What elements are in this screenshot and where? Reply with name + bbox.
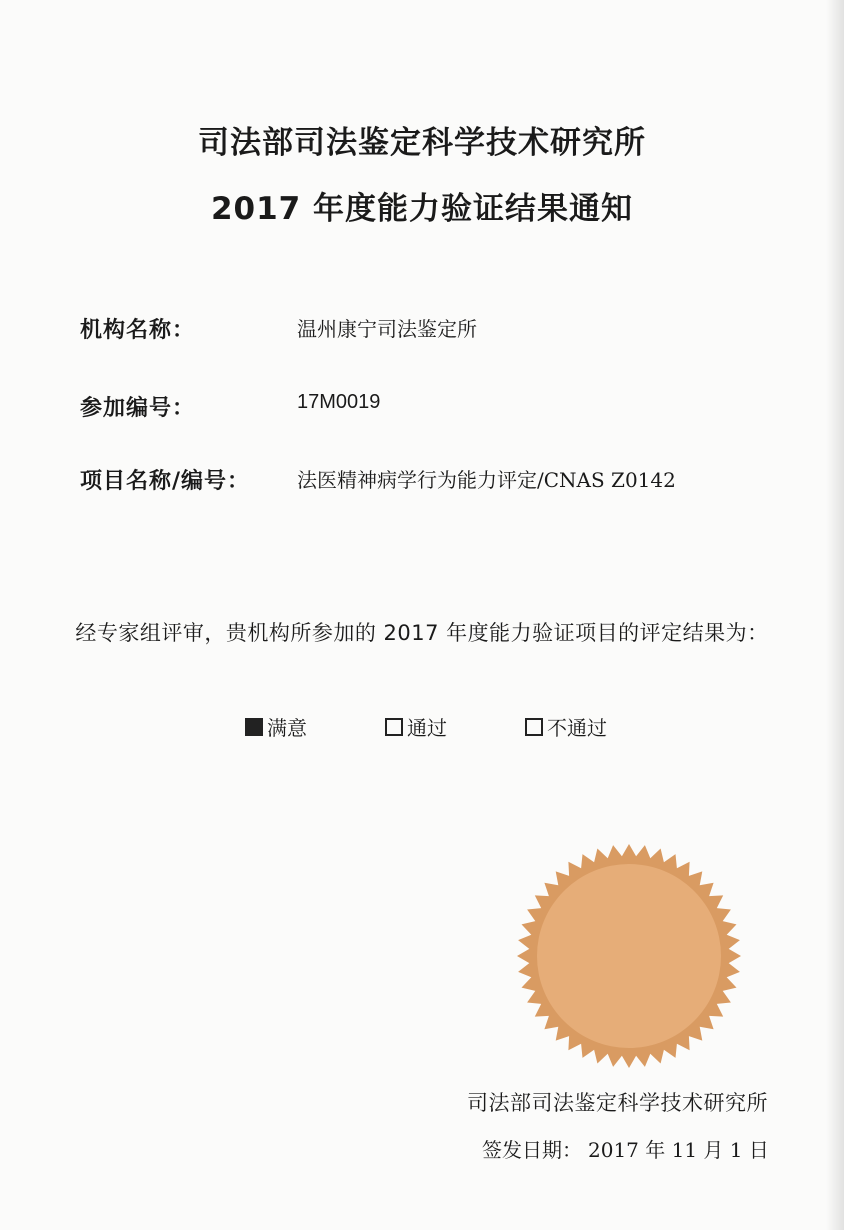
issuer-name: 司法部司法鉴定科学技术研究所 (467, 1091, 768, 1115)
title-institute: 司法部司法鉴定科学技术研究所 (198, 125, 646, 161)
option-fail (525, 712, 607, 741)
title-notice: 2017 年度能力验证结果通知 (210, 191, 634, 227)
field-label-project: 项目名称/编号： (80, 469, 251, 494)
seal-inner-disc (537, 864, 721, 1048)
field-value-project: 法医精神病学行为能力评定/CNAS Z0142 (297, 468, 676, 492)
issue-date-label: 签发日期： (482, 1138, 582, 1162)
issue-date-value: 2017 年 11 月 1 日 (588, 1138, 769, 1162)
option-satisfactory (245, 712, 307, 741)
field-value-org-name: 温州康宁司法鉴定所 (297, 317, 477, 341)
issue-date (482, 1134, 769, 1163)
option-label: 满意 (267, 716, 307, 740)
field-label-participant-id: 参加编号： (80, 396, 196, 421)
field-value-participant-id: 17M0019 (297, 391, 381, 413)
result-options (245, 712, 665, 742)
empty-checkbox-icon (385, 718, 403, 736)
field-label-org-name: 机构名称： (80, 318, 196, 343)
evaluation-statement: 经专家组评审，贵机构所参加的 2017 年度能力验证项目的评定结果为： (75, 621, 769, 645)
empty-checkbox-icon (525, 718, 543, 736)
option-label: 通过 (407, 716, 447, 740)
option-pass (385, 712, 447, 741)
checked-box-icon (245, 718, 263, 736)
gold-seal-icon (515, 842, 743, 1070)
option-label: 不通过 (547, 716, 607, 740)
